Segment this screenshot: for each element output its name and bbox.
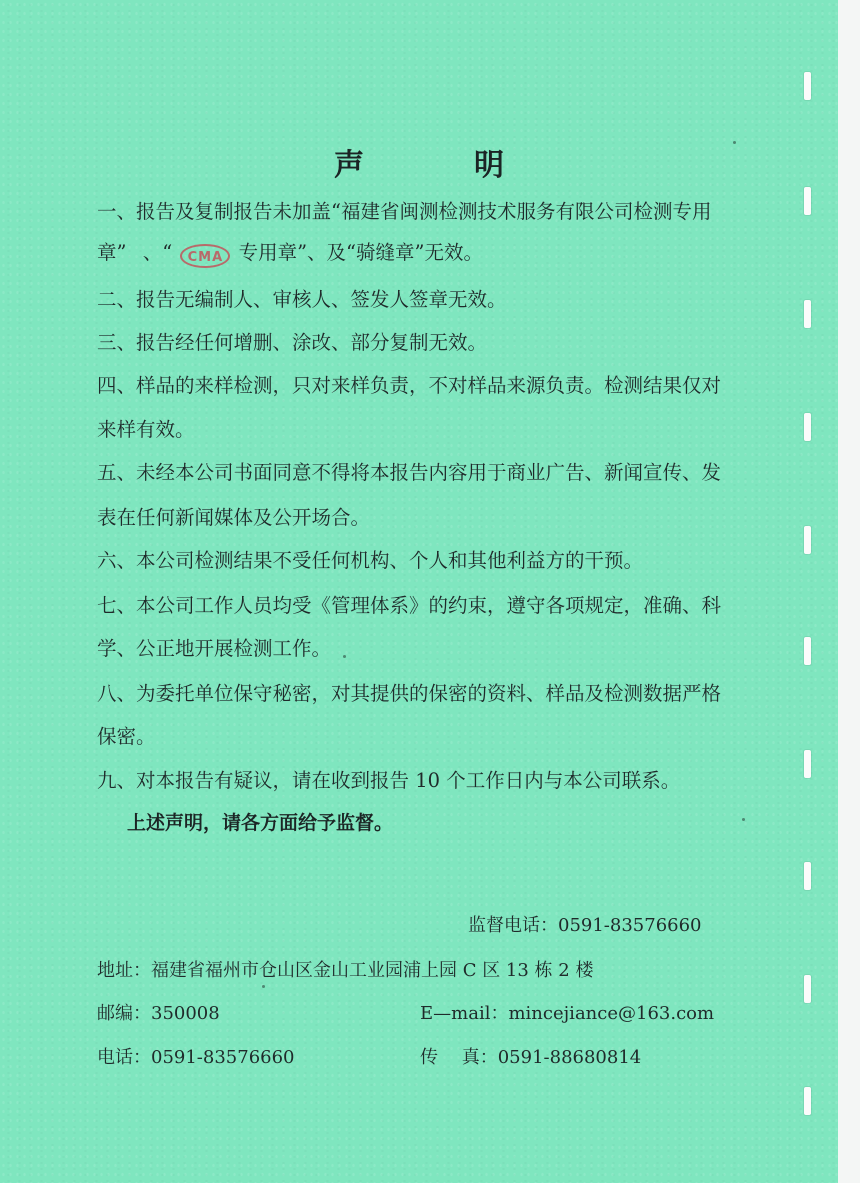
binding-hole <box>804 750 811 778</box>
address: 地址：福建省福州市仓山区金山工业园浦上园 C 区 13 栋 2 楼 <box>97 960 594 981</box>
binding-hole <box>804 72 811 100</box>
statement-item-3: 三、报告经任何增删、涂改、部分复制无效。 <box>97 331 488 354</box>
email: E—mail：mincejiance@163.com <box>420 1003 715 1024</box>
statement-item-5-line-1: 五、未经本公司书面同意不得将本报告内容用于商业广告、新闻宣传、发 <box>97 461 722 484</box>
statement-item-7-line-2: 学、公正地开展检测工作。 <box>97 637 332 660</box>
paper-speck <box>262 985 265 988</box>
statement-item-1-seal-text: 专用章”、及“骑缝章”无效。 <box>238 241 483 264</box>
statement-item-1-line-1: 一、报告及复制报告未加盖“福建省闽测检测技术服务有限公司检测专用 <box>97 200 712 223</box>
comma-mark: 、“ <box>142 241 173 264</box>
statement-item-8-line-2: 保密。 <box>97 725 156 748</box>
binding-hole <box>804 1087 811 1115</box>
statement-item-2: 二、报告无编制人、审核人、签发人签章无效。 <box>97 288 507 311</box>
binding-hole <box>804 637 811 665</box>
supervision-phone: 监督电话：0591-83576660 <box>468 915 702 936</box>
cma-seal-icon: CMA <box>180 244 230 268</box>
statement-item-1-line-2 <box>97 237 737 266</box>
statement-item-5-line-2: 表在任何新闻媒体及公开场合。 <box>97 506 371 529</box>
closing-statement: 上述声明，请各方面给予监督。 <box>127 812 394 834</box>
postcode: 邮编：350008 <box>97 1003 220 1024</box>
document-title: 声 明 <box>334 148 544 183</box>
paper-speck <box>343 655 346 658</box>
paper-speck <box>733 141 736 144</box>
statement-item-7-line-1: 七、本公司工作人员均受《管理体系》的约束，遵守各项规定，准确、科 <box>97 594 722 617</box>
binding-hole <box>804 975 811 1003</box>
binding-hole <box>804 862 811 890</box>
statement-item-6: 六、本公司检测结果不受任何机构、个人和其他利益方的干预。 <box>97 549 644 572</box>
fax: 传 真：0591-88680814 <box>420 1047 642 1068</box>
statement-item-4-line-1: 四、样品的来样检测，只对来样负责，不对样品来源负责。检测结果仅对 <box>97 374 722 397</box>
binding-hole <box>804 413 811 441</box>
paper-speck <box>742 818 745 821</box>
binding-hole <box>804 300 811 328</box>
binding-hole <box>804 526 811 554</box>
page-edge <box>838 0 860 1183</box>
statement-item-1-quote-end: 章” <box>97 241 127 264</box>
binding-hole <box>804 187 811 215</box>
phone: 电话：0591-83576660 <box>97 1047 295 1068</box>
statement-item-8-line-1: 八、为委托单位保守秘密，对其提供的保密的资料、样品及检测数据严格 <box>97 682 722 705</box>
statement-item-9: 九、对本报告有疑议，请在收到报告 10 个工作日内与本公司联系。 <box>97 769 681 792</box>
statement-item-4-line-2: 来样有效。 <box>97 418 195 441</box>
